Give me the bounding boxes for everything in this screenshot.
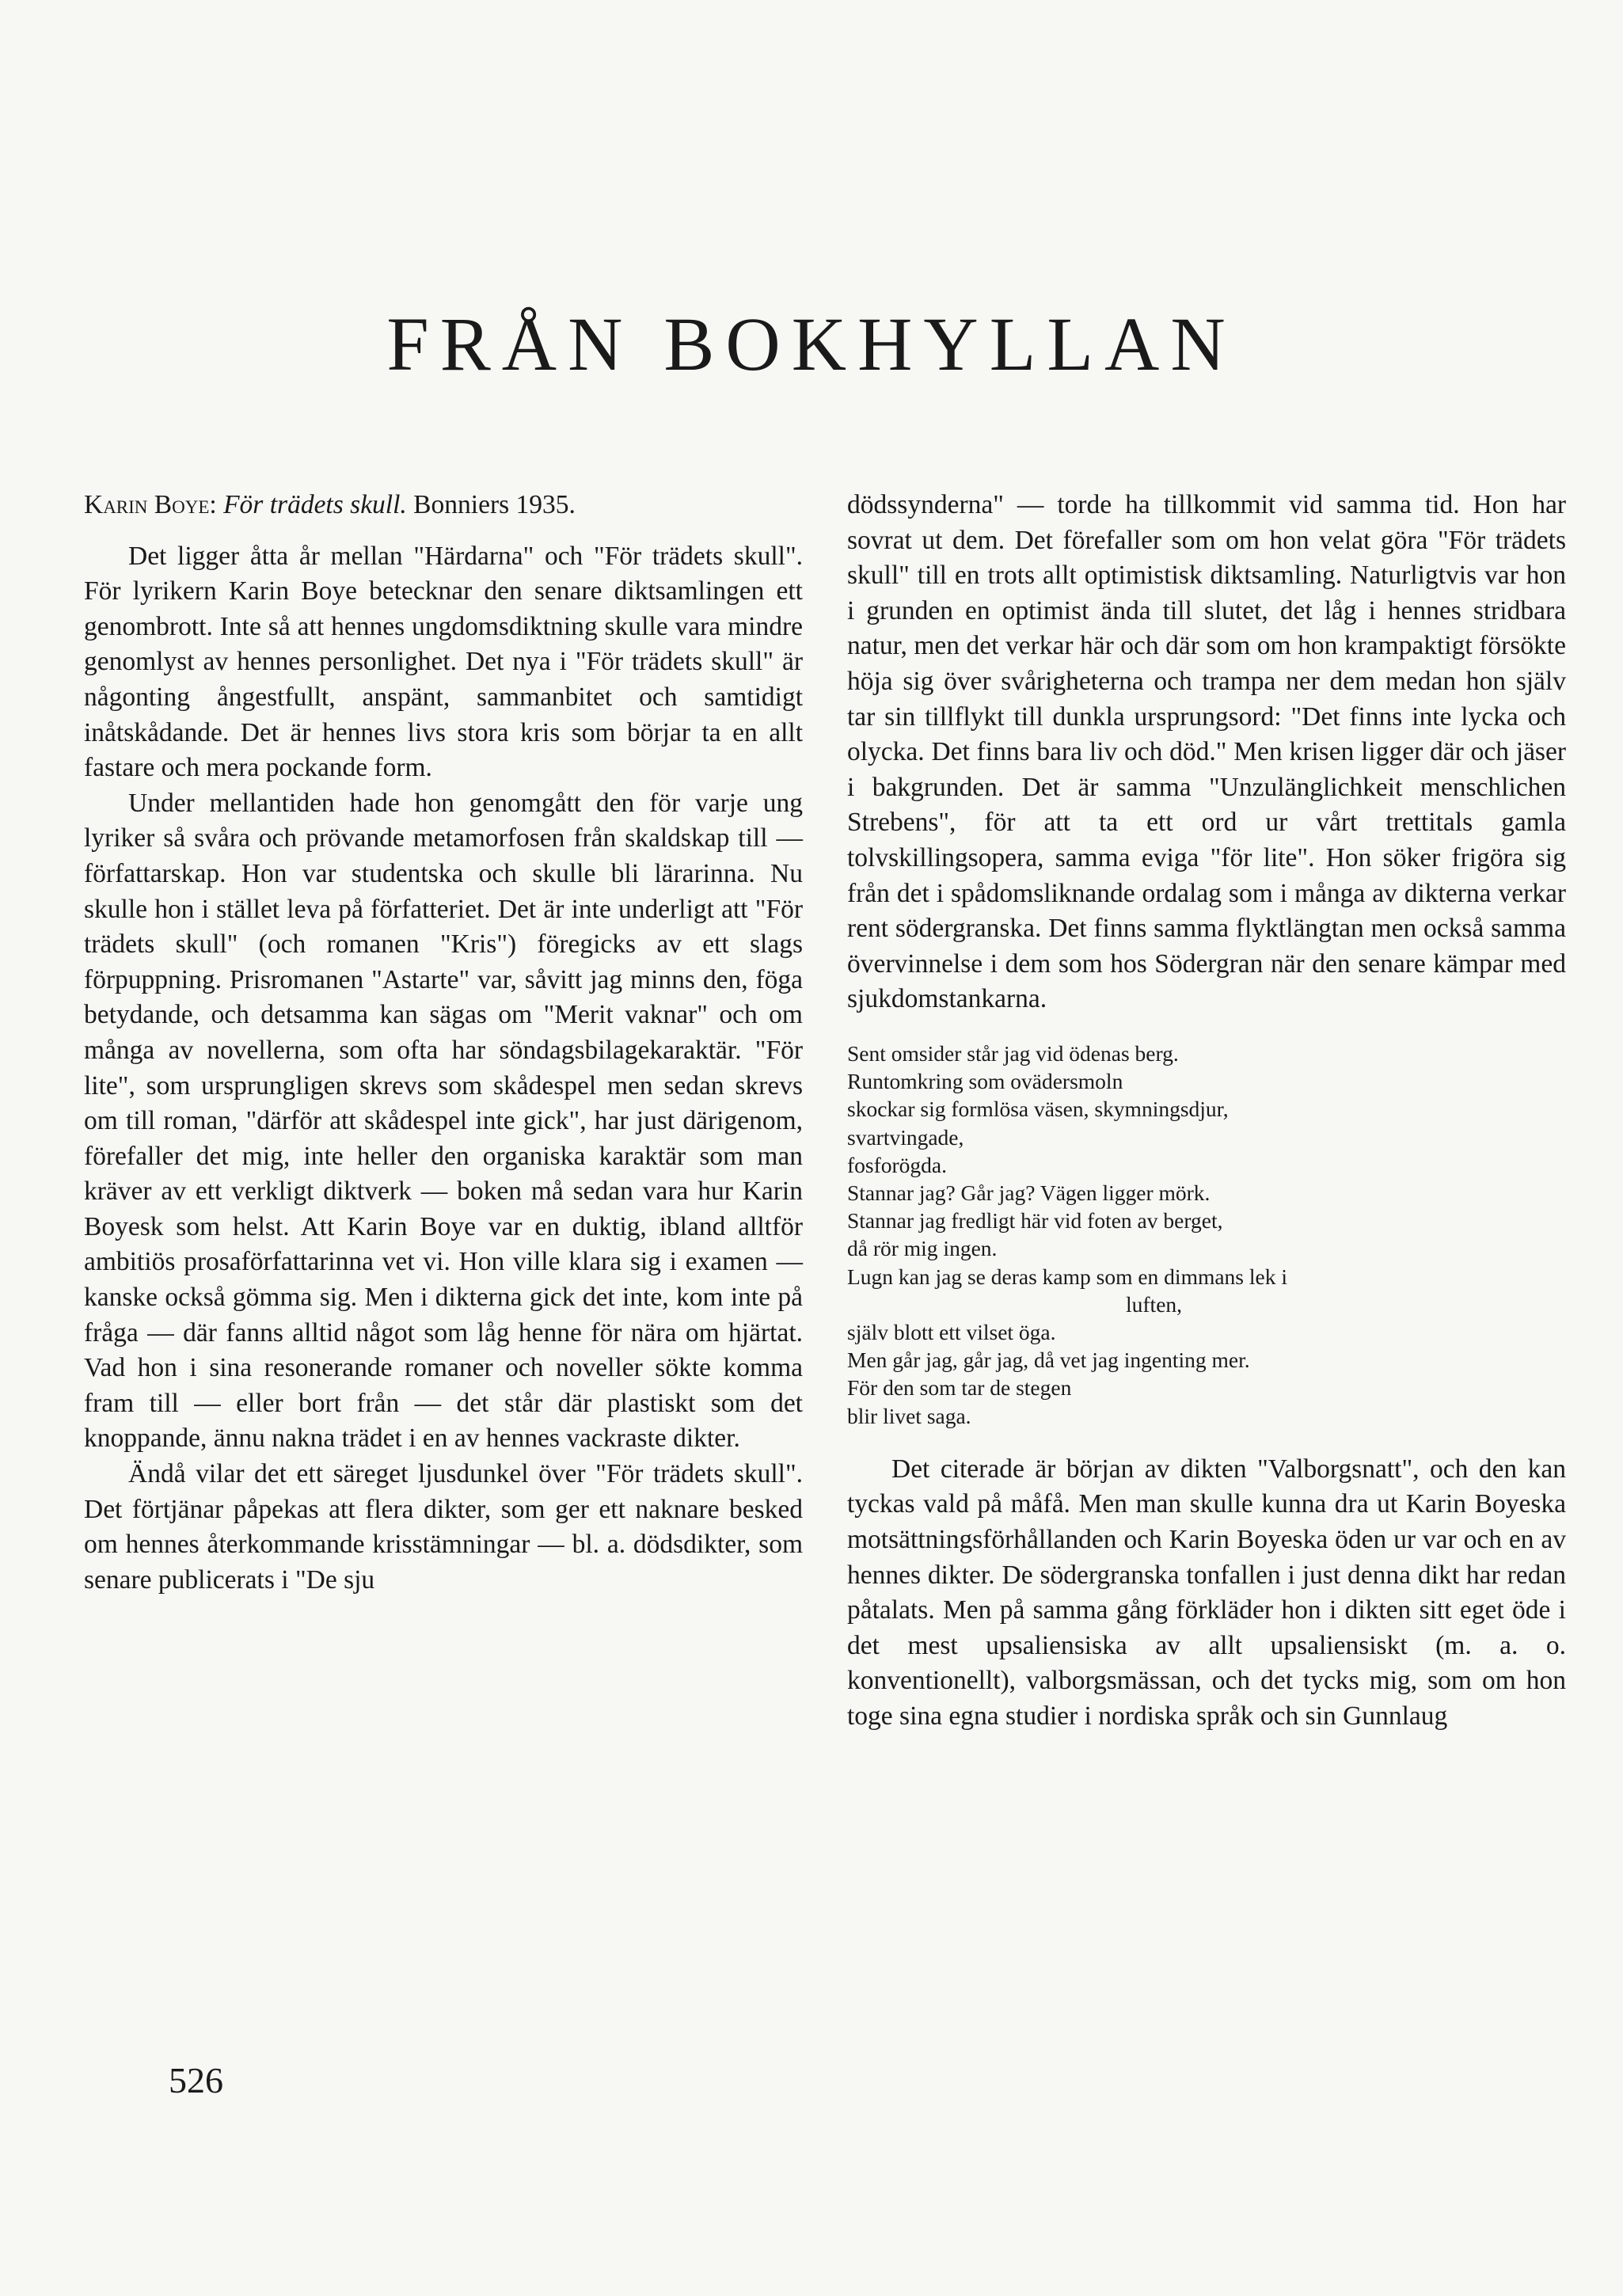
- poem-line: luften,: [1126, 1291, 1183, 1317]
- body-paragraph-continued: dödssynderna" — torde ha tillkommit vid samma tid. Hon har sovrat ut dem. Det förefaller som om hon velat göra "För trädets skull" till en trots allt optimistisk diktsamling. Naturligtvis var hon i grunden en optimist ända till slutet, det låg i hennes stridbara natur, men det verkar här och där som om hon krampaktigt försökte höja sig över svårigheterna och trampa ner dem medan hon själv tar sin tillflykt till dunkla ursprungsord: "Det finns inte lycka och olycka. Det finns bara liv och död." Men krisen ligger där och jäser i bakgrunden. Det är samma "Unzulänglichkeit menschlichen Strebens", för att ta ett ord ur vårt trettitals gamla tolvskillingsopera, samma eviga "för lite". Hon söker frigöra sig från det i spådomsliknande ordalag som i många av dikterna verkar rent södergranska. Det finns samma flyktlängtan men också samma övervinnelse i dem som hos Södergran när den senare kämpar med sjukdomstankarna.: [847, 490, 1566, 1014]
- review-publisher: Bonniers 1935.: [413, 490, 576, 519]
- left-column: [84, 488, 803, 1598]
- body-paragraph: Det ligger åtta år mellan "Härdarna" och "För trädets skull". För lyrikern Karin Boye betecknar den senare diktsamlingen ett genombrott. Inte så att hennes ungdomsdiktning skulle vara mindre genomlyst av hennes personlighet. Det nya i "För trädets skull" är någonting ångestfullt, anspänt, sammanbitet och samtidigt inåtskådande. Det är hennes livs stora kris som börjar ta en allt fastare och mera pockande form.: [84, 541, 803, 783]
- poem-line: fosforögda.: [847, 1152, 948, 1177]
- poem-line: blir livet saga.: [847, 1403, 971, 1428]
- poem-line: själv blott ett vilset öga.: [847, 1319, 1056, 1344]
- poem-line: Runtomkring som ovädersmoln: [847, 1069, 1123, 1094]
- body-paragraph: Det citerade är början av dikten "Valborgsnatt", och den kan tyckas vald på måfå. Men man skulle kunna dra ut Karin Boyeska motsättningsförhållanden och Karin Boyeska öden ur var och en av hennes dikter. De södergranska tonfallen i just denna dikt har redan påtalats. Men på samma gång förkläder hon i dikten sitt eget öde i det mest upsaliensiska av allt upsaliensiskt (m. a. o. konventionellt), valborgsmässan, och det tycks mig, som om hon toge sina egna studier i nordiska språk och sin Gunnlaug: [847, 1454, 1566, 1731]
- poem-line: Stannar jag? Går jag? Vägen ligger mörk.: [847, 1180, 1211, 1205]
- poem-line: svartvingade,: [847, 1124, 964, 1150]
- poem-line: För den som tar de stegen: [847, 1375, 1072, 1401]
- review-book-title: För trädets skull.: [223, 490, 407, 519]
- poem-line: Lugn kan jag se deras kamp som en dimmans lek i: [847, 1264, 1287, 1289]
- poem-quote: [847, 1040, 1566, 1430]
- poem-line: Stannar jag fredligt här vid foten av berget,: [847, 1208, 1223, 1234]
- poem-line: Men går jag, går jag, då vet jag ingenting mer.: [847, 1348, 1250, 1373]
- review-author: Karin Boye: [84, 490, 210, 519]
- body-paragraph: Under mellantiden hade hon genomgått den för varje ung lyriker så svåra och prövande metamorfosen från skaldskap till — författarskap. Hon var studentska och skulle bli lärarinna. Nu skulle hon i stället leva på författeriet. Det är inte underligt att "För trädets skull" (och romanen "Kris") föregicks av ett slags förpuppning. Prisromanen "Astarte" var, såvitt jag minns den, föga betydande, och detsamma kan sägas om "Merit vaknar" och om många av novellerna, som ofta har söndagsbilagekaraktär. "För lite", som ursprungligen skrevs som skådespel men sedan skrevs om till roman, "därför att skådespel inte gick", har just därigenom, förefaller det mig, inte heller den organiska karaktär som man kräver av ett verkligt diktverk — boken må sedan vara hur Karin Boyesk som helst. Att Karin Boye var en duktig, ibland alltför ambitiös prosaförfattarinna vet vi. Hon ville klara sig i examen — kanske också gömma sig. Men i dikterna gick det inte, kom inte på fråga — där fanns alltid något som låg henne för nära om hjärtat. Vad hon i sina resonerande romaner och noveller sökte komma fram till — eller bort från — det står där plastiskt som det knoppande, ännu nakna trädet i en av hennes vackraste dikter.: [84, 788, 803, 1454]
- body-paragraph: Ändå vilar det ett säreget ljusdunkel över "För trädets skull". Det förtjänar påpekas att flera dikter, som ger ett naknare besked om hennes återkommande krisstämningar — bl. a. dödsdikter, som senare publicerats i "De sju: [84, 1459, 803, 1595]
- poem-line: skockar sig formlösa väsen, skymningsdjur,: [847, 1097, 1229, 1122]
- review-heading: Karin Boye: För trädets skull. Bonniers 1935.: [84, 490, 576, 519]
- page-title: FRÅN BOKHYLLAN: [386, 302, 1237, 386]
- poem-line: Sent omsider står jag vid ödenas berg.: [847, 1040, 1179, 1066]
- page-number: 526: [169, 2060, 223, 2100]
- right-column: [847, 488, 1566, 1735]
- poem-line: då rör mig ingen.: [847, 1236, 998, 1261]
